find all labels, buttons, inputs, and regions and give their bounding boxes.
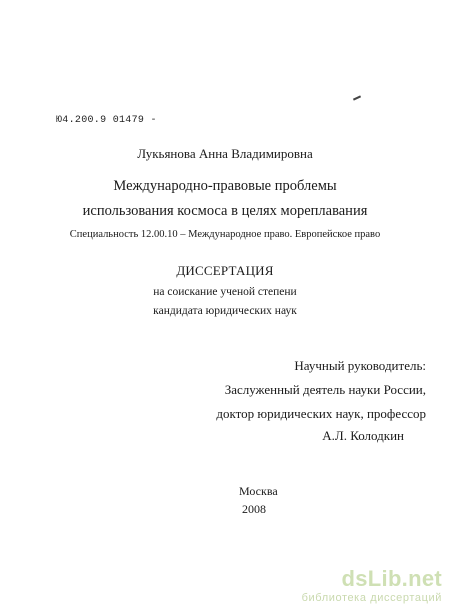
dslib-watermark: [302, 567, 442, 605]
supervisor-heading: Научный руководитель:: [294, 358, 426, 373]
year: 2008: [242, 502, 266, 516]
city: Москва: [239, 484, 278, 498]
specialty-line: Специальность 12.00.10 – Международное право. Европейское право: [69, 229, 381, 240]
supervisor-title-line-1: Заслуженный деятель науки России,: [224, 382, 426, 397]
degree-line-2: кандидата юридических наук: [153, 305, 297, 317]
thesis-title-line-1: Международно-правовые проблемы: [113, 178, 337, 194]
degree-line-1: на соискание ученой степени: [153, 286, 297, 298]
thesis-title-line-2: использования космоса в целях мореплавания: [82, 203, 368, 219]
watermark-subtitle: библиотека диссертаций: [301, 592, 442, 604]
author-name: Лукьянова Анна Владимировна: [137, 146, 313, 161]
dissertation-label: ДИССЕРТАЦИЯ: [176, 263, 274, 278]
library-stamp-number: Ю4.200.9 01479 -: [56, 115, 157, 126]
watermark-logo: dsLib.net: [341, 566, 442, 591]
supervisor-name: А.Л. Колодкин: [322, 428, 404, 443]
supervisor-title-line-2: доктор юридических наук, профессор: [216, 406, 426, 421]
pen-tick-mark: [353, 95, 361, 100]
